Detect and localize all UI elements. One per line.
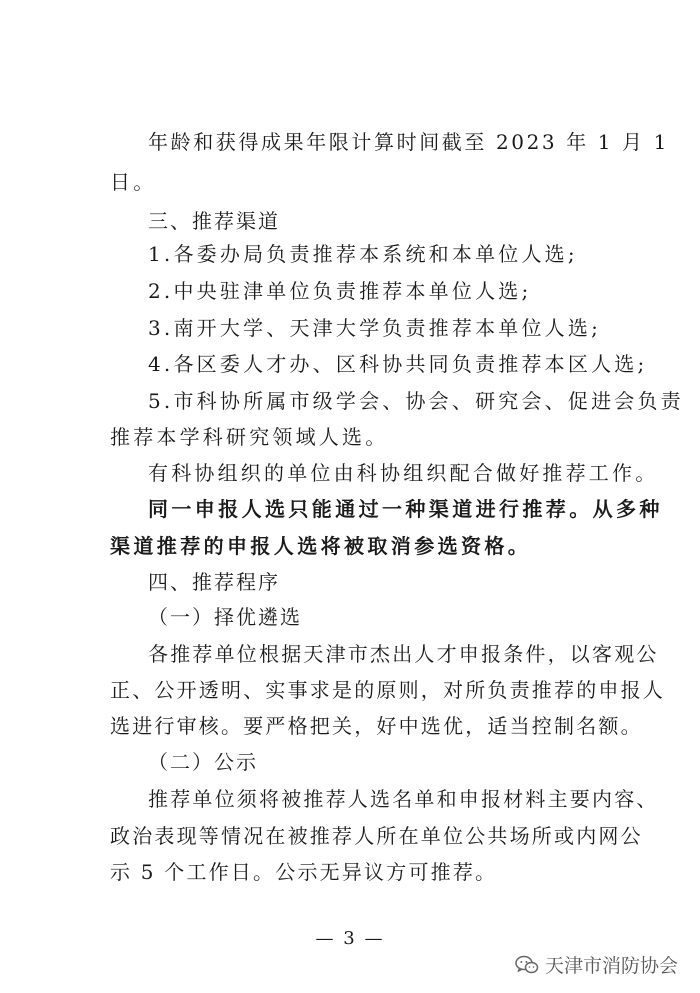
emphasis-line: 渠道推荐的申报人选将被取消参选资格。	[110, 534, 532, 558]
paragraph-line: 示 5 个工作日。公示无异议方可推荐。	[110, 860, 498, 884]
list-item: 5.市科协所属市级学会、协会、研究会、促进会负责	[148, 389, 684, 413]
watermark-text: 天津市消防协会	[544, 955, 678, 977]
paragraph-line: 推荐单位须将被推荐人选名单和申报材料主要内容、	[148, 787, 659, 811]
subsection-heading: （一）择优遴选	[148, 605, 302, 629]
paragraph-line: 有科协组织的单位由科协组织配合做好推荐工作。	[148, 461, 659, 485]
emphasis-line: 同一申报人选只能通过一种渠道进行推荐。从多种	[148, 497, 663, 521]
list-item: 2.中央驻津单位负责推荐本单位人选;	[148, 279, 532, 303]
list-item: 3.南开大学、天津大学负责推荐本单位人选;	[148, 316, 602, 340]
paragraph-line: 年龄和获得成果年限计算时间截至 2023 年 1 月 1	[148, 130, 669, 154]
paragraph-line: 日。	[110, 170, 157, 194]
paragraph-line: 正、公开透明、实事求是的原则，对所负责推荐的申报人	[110, 678, 665, 702]
subsection-heading: （二）公示	[148, 750, 258, 774]
paragraph-line: 各推荐单位根据天津市杰出人才申报条件，以客观公	[148, 642, 659, 666]
paragraph-line: 政治表现等情况在被推荐人所在单位公共场所或内网公	[110, 824, 643, 848]
paragraph-line: 选进行审核。要严格把关，好中选优，适当控制名额。	[110, 714, 643, 738]
wechat-icon	[515, 955, 539, 975]
page-number: — 3 —	[315, 928, 385, 949]
section-heading: 三、推荐渠道	[148, 209, 280, 233]
list-item-continuation: 推荐本学科研究领域人选。	[110, 425, 389, 449]
list-item: 1.各委办局负责推荐本系统和本单位人选;	[148, 242, 578, 266]
section-heading: 四、推荐程序	[148, 570, 280, 594]
list-item: 4.各区委人才办、区科协共同负责推荐本区人选;	[148, 352, 648, 376]
watermark	[515, 951, 678, 978]
